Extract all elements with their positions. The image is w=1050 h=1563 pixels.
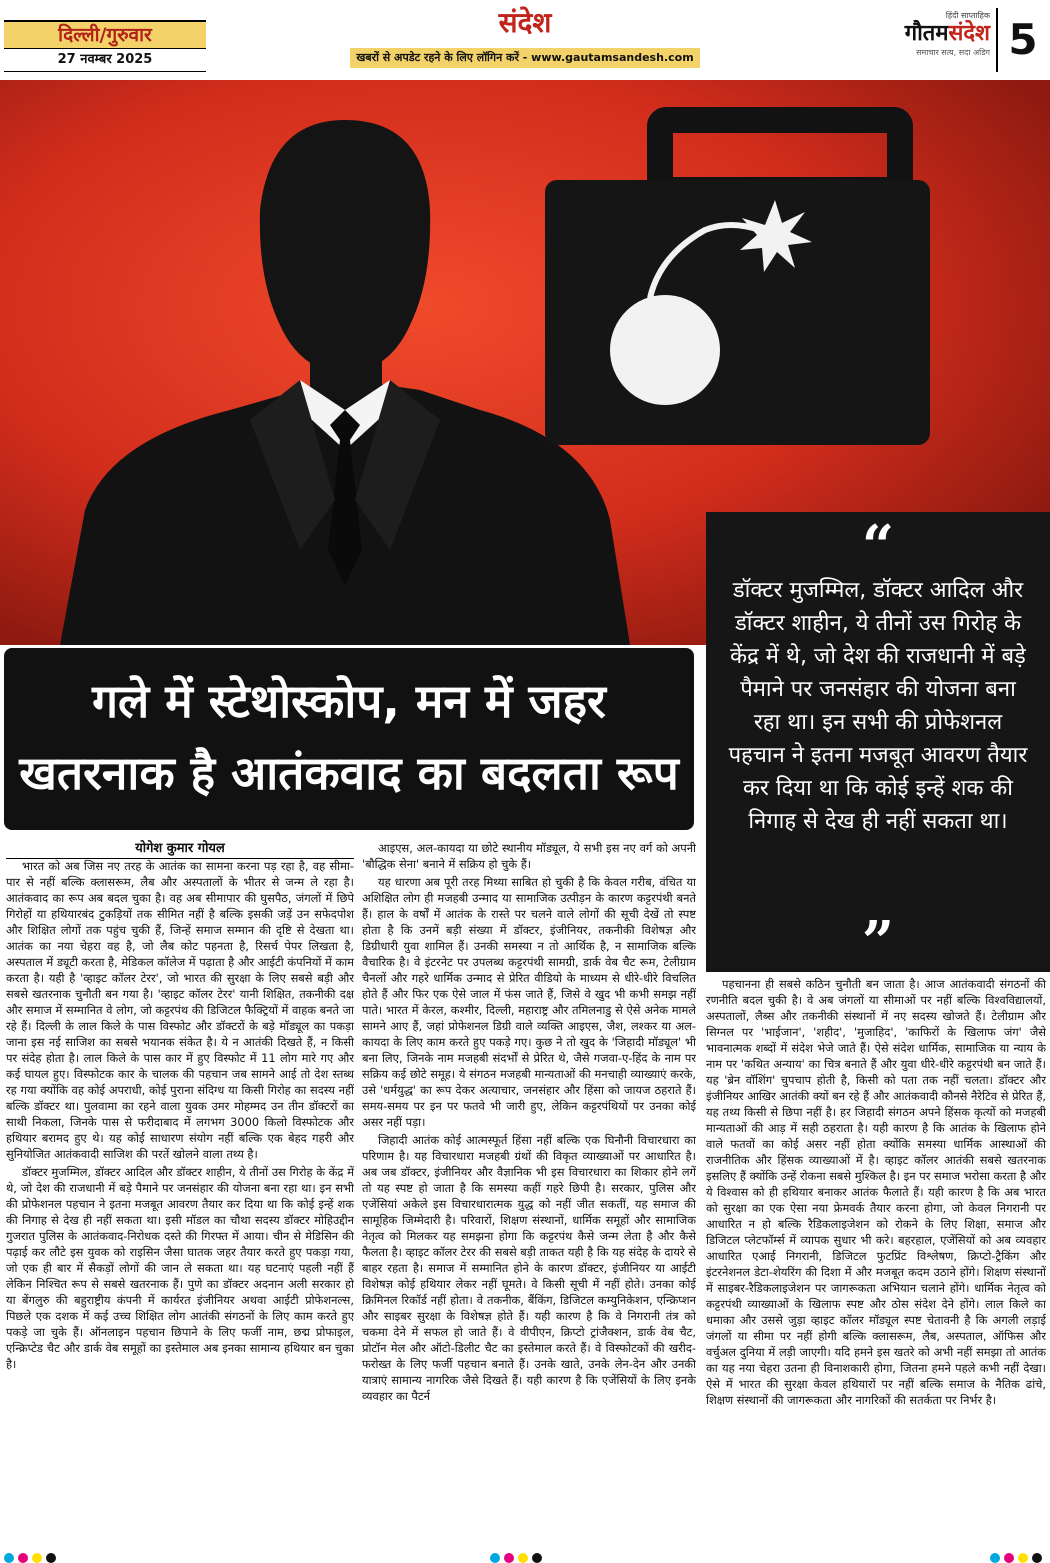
article-paragraph: आइएस, अल-कायदा या छोटे स्थानीय मॉड्यूल, ये सभी इस नए वर्ग को अपनी 'बौद्धिक सेना' बनाने में सक्रिय हो चुके हैं। (362, 841, 696, 871)
headline-line-2: खतरनाक है आतंकवाद का बदलता रूप (19, 746, 679, 800)
logo-small-text: हिंदी साप्ताहिक (945, 11, 990, 20)
issue-date: 27 नवम्बर 2025 (4, 48, 206, 72)
registration-dot-icon (990, 1553, 1000, 1563)
logo-tagline: समाचार सत्य, सदा अडिग (916, 48, 990, 57)
registration-dot-icon (504, 1553, 514, 1563)
headline-line-1: गले में स्टेथोस्कोप, मन में जहर (92, 674, 606, 728)
section-title: संदेश (498, 6, 552, 39)
pull-quote-text: डॉक्टर मुजम्मिल, डॉक्टर आदिल और डॉक्टर शाहीन, ये तीनों उस गिरोह के केंद्र में थे, जो देश की राजधानी में बड़े पैमाने पर जनसंहार की योजना बना रहा था। इन सभी की प्रोफेशनल पहचान ने इतना मजबूत आवरण तैयार कर दिया था कि कोई इन्हें शक की निगाह से देख ही नहीं सकता था। (728, 578, 1028, 834)
logo-part-2: संदेश (948, 21, 990, 46)
city-day: दिल्ली/गुरुवार (4, 22, 206, 48)
registration-dot-icon (518, 1553, 528, 1563)
masthead (0, 0, 1050, 78)
registration-dot-icon (1004, 1553, 1014, 1563)
registration-dot-icon (490, 1553, 500, 1563)
quote-open-icon: “ (861, 513, 895, 579)
registration-dot-icon (32, 1553, 42, 1563)
page-number: 5 (996, 8, 1048, 72)
article-paragraph: भारत को अब जिस नए तरह के आतंक का सामना करना पड़ रहा है, वह सीमा-पार से नहीं बल्कि क्लासरूम, लैब और अस्पतालों के भीतर से जन्म ले रहा है। आतंकवाद का रूप अब बदल चुका है। वह अब सीमापार की घुसपैठ, जंगलों में छिपे गिरोहों या हथियारबंद टुकड़ियों तक सीमित नहीं है बल्कि इसकी जड़ें उन सफेदपोश और शिक्षित लोगों तक पहुंच चुकी हैं, जिन्हें समाज सम्मान की दृष्टि से देखता था। आतंक का नया चेहरा वह है, जो लैब कोट पहनता है, रिसर्च पेपर लिखता है, अस्पताल में ड्यूटी करता है, मेडिकल कॉलेज में पढ़ाता है और आईटी कंपनियों में काम करता है। यही है 'व्हाइट कॉलर टेरर', जो भारत की सुरक्षा के लिए सबसे बड़ी और सबसे खतरनाक चुनौती बन गया है। 'व्हाइट कॉलर टेरर' यानी शिक्षित, तकनीकी दक्ष और समाज में सम्मानित वे लोग, जो कट्टरपंथ की डिजिटल फैक्ट्रियों में वाहक बनते जा रहे हैं। दिल्ली के लाल किले के पास विस्फोट और डॉक्टरों के बड़े मॉड्यूल का पकड़ा जाना इस नई साजिश का सबसे भयानक संकेत है। ये न आतंकी दिखते हैं, न किसी पर संदेह होता है। लाल किले के पास कार में हुए विस्फोट में 11 लोग मारे गए और कई घायल हुए। विस्फोटक कार के चालक की पहचान जब सामने आई तो देश स्तब्ध रह गया क्योंकि वह कोई अपराधी, कोई पुराना संदिग्ध या किसी गिरोह का सदस्य नहीं बल्कि डॉक्टर था। पुलवामा का रहने वाला युवक उमर मोहम्मद उन तीन डॉक्टरों का साथी निकला, जिनके पास से फरीदाबाद में लगभग 3000 किलो विस्फोटक और हथियार बरामद हुए थे। यह कोई साधारण संयोग नहीं बल्कि एक बेहद गहरी और सुनियोजित आतंकवादी साजिश की परतें खोलने वाला तथ्य है। (6, 859, 354, 1161)
article-column-1 (6, 858, 354, 1548)
login-strip[interactable]: खबरों से अपडेट रहने के लिए लॉगिन करें - www.gautamsandesh.com (350, 48, 700, 68)
article-column-3 (706, 976, 1046, 1548)
logo-name (860, 21, 990, 47)
registration-dot-icon (4, 1553, 14, 1563)
registration-dot-icon (1018, 1553, 1028, 1563)
section-header (350, 6, 700, 68)
article-paragraph: पहचानना ही सबसे कठिन चुनौती बन जाता है। आज आतंकवादी संगठनों की रणनीति बदल चुकी है। वे अब जंगलों या सीमाओं पर नहीं बल्कि विश्वविद्यालयों, अस्पतालों, लैब्स और तकनीकी संस्थानों में नए सदस्य खोजते हैं। टेलीग्राम और सिग्नल पर 'भाईजान', 'शहीद', 'मुजाहिद', 'काफिरों के खिलाफ जंग' जैसे भावनात्मक शब्दों में संदेश भेजे जाते हैं। ऐसे संदेश धार्मिक, सामाजिक या न्याय के नाम पर 'कथित अन्याय' का चित्र बनाते हैं और युवा धीरे-धीरे कट्टरपंथी बन जाते हैं। यह 'ब्रेन वॉशिंग' चुपचाप होती है, किसी को पता तक नहीं चलता। डॉक्टर और इंजीनियर आखिर आतंकी क्यों बन रहे हैं और आतंकवादी कौनसे नैरेटिव से प्रेरित हैं, यह तथ्य किसी से छिपा नहीं है। हर जिहादी संगठन अपने हिंसक कृत्यों को मजहबी मान्यताओं की आड़ में सही ठहराता है। यही कारण है कि आतंक के खिलाफ होने वाले फतवों का कोई असर नहीं होता क्योंकि समस्या धार्मिक आस्थाओं की राजनीतिक और हिंसक व्याख्याओं में है। व्हाइट कॉलर आतंकी सबसे खतरनाक इसलिए हैं क्योंकि उन्हें रोकना सबसे मुश्किल है। इन पर समाज भरोसा करता है और ये विश्वास को ही हथियार बनाकर आतंक फैलाते हैं। यही कारण है कि अब भारत को सुरक्षा का एक ऐसा नया फ्रेमवर्क तैयार करना होगा, जो केवल निगरानी पर आधारित न हो बल्कि रैडिकलाइजेशन को रोकने के लिए शिक्षा, समाज और डिजिटल प्लेटफॉर्म्स में व्यापक सुधार भी करे। बहरहाल, एजेंसियों को अब व्यवहार आधारित एआई निगरानी, डिजिटल फुटप्रिंट विश्लेषण, क्रिप्टो-ट्रैकिंग और इंटरनेशनल डेटा-शेयरिंग की दिशा में और मजबूत कदम उठाने होंगे। शिक्षण संस्थानों में साइबर-रैडिकलाइजेशन पर जागरूकता अभियान चलाने होंगे। धार्मिक नेतृत्व को कट्टरपंथी व्याख्याओं के खिलाफ स्पष्ट और ठोस संदेश देने होंगे। लाल किले का धमाका और उससे जुड़ा व्हाइट कॉलर मॉड्यूल स्पष्ट चेतावनी है कि अगली लड़ाई जंगलों या सीमा पर नहीं होगी बल्कि क्लासरूम, लैब, अस्पताल, ऑफिस और वर्चुअल दुनिया में लड़ी जाएगी। यदि हमने इस खतरे को अभी नहीं समझा तो आतंक का यह नया चेहरा उतना ही विनाशकारी होगा, जितना हमने पहले कभी नहीं देखा। ऐसे में भारत की सुरक्षा केवल हथियारों पर नहीं बल्कि समाज के नैतिक ढांचे, शिक्षण संस्थानों की जागरूकता और नागरिकों की सतर्कता पर निर्भर है। (706, 977, 1046, 1407)
newspaper-logo (860, 10, 990, 70)
registration-dot-icon (18, 1553, 28, 1563)
article-paragraph: डॉक्टर मुजम्मिल, डॉक्टर आदिल और डॉक्टर शाहीन, ये तीनों उस गिरोह के केंद्र में थे, जो देश की राजधानी में बड़े पैमाने पर जनसंहार की योजना बना रहा था। इन सभी की प्रोफेशनल पहचान ने इतना मजबूत आवरण तैयार कर दिया था कि कोई इन्हें शक की निगाह से देख ही नहीं सकता था। इसी मॉडल का चौथा सदस्य डॉक्टर मोहिउद्दीन गुजरात पुलिस के आतंकवाद-निरोधक दस्ते की गिरफ्त में आया। चीन से मेडिसिन की पढ़ाई कर लौटे इस युवक को राइसिन जैसा घातक जहर तैयार करते हुए पकड़ा गया, जो एक ही बार में सैकड़ों लोगों की जान ले सकता था। यह घटनाएं पहली नहीं हैं लेकिन निश्चित रूप से सबसे खतरनाक हैं। पुणे का डॉक्टर अदनान अली सरकार हो या बेंगलुरु की बहुराष्ट्रीय कंपनी में कार्यरत इंजीनियर अथवा आईटी प्रोफेशनल्स, पिछले एक दशक में कई उच्च शिक्षित लोग आतंकी संगठनों के लिए काम करते हुए पकड़े जा चुके हैं। ऑनलाइन पहचान छिपाने के लिए फर्जी नाम, छद्म प्रोफाइल, एन्क्रिप्टेड चैट और डार्क वेब समूहों का इस्तेमाल अब इनका सामान्य हथियार बन चुका है। (6, 1165, 354, 1371)
pull-quote (706, 512, 1050, 975)
article-paragraph: जिहादी आतंक कोई आत्मस्फूर्त हिंसा नहीं बल्कि एक घिनौनी विचारधारा का परिणाम है। यह विचारधारा मजहबी ग्रंथों की विकृत व्याख्याओं पर आधारित है। अब जब डॉक्टर, इंजीनियर और वैज्ञानिक भी इस विचारधारा का शिकार होने लगें तो यह स्पष्ट हो जाता है कि समस्या कहीं गहरे छिपी है। सरकार, पुलिस और एजेंसियां अकेले इस विचारधारात्मक युद्ध को नहीं जीत सकतीं, यह समाज की सामूहिक जिम्मेदारी है। परिवारों, शिक्षण संस्थानों, धार्मिक समूहों और सामाजिक नेतृत्व को मिलकर यह समझना होगा कि कट्टरपंथ कैसे जन्म लेता है और कैसे फैलता है। व्हाइट कॉलर टेरर की सबसे बड़ी ताकत यही है कि यह संदेह के दायरे से बाहर रहता है। समाज में सम्मानित होने के कारण डॉक्टर, इंजीनियर या आईटी विशेषज्ञ कोई हथियार लेकर नहीं घूमते। वे किसी सूची में नहीं होते। उनका कोई क्रिमिनल रिकॉर्ड नहीं होता। वे तकनीक, बैंकिंग, डिजिटल कम्युनिकेशन, एन्क्रिप्शन और साइबर सुरक्षा के विशेषज्ञ होते हैं। यही कारण है कि वे निगरानी तंत्र को चकमा देने में सफल हो जाते हैं। वे वीपीएन, क्रिप्टो ट्रांजैक्शन, डार्क वेब चैट, प्रोटॉन मेल और ऑटो-डिलीट चैट का इस्तेमाल करते हैं। वे विस्फोटकों की खरीद-फरोख्त के लिए फर्जी पहचान बनाते हैं। उनके खाते, उनके लेन-देन और उनकी यात्राएं सामान्य नागरिक जैसे दिखते हैं। यही कारण है कि एजेंसियों के लिए इनके व्यवहार का पैटर्न (362, 1133, 696, 1403)
registration-dot-icon (46, 1553, 56, 1563)
article-column-2 (362, 840, 696, 1548)
headline-box (4, 648, 694, 830)
registration-dot-icon (532, 1553, 542, 1563)
quote-close-icon: ” (861, 909, 895, 975)
logo-part-1: गौतम (904, 21, 949, 46)
article-paragraph: यह धारणा अब पूरी तरह मिथ्या साबित हो चुकी है कि केवल गरीब, वंचित या अशिक्षित लोग ही मजहबी उन्माद या सामाजिक उत्पीड़न के कारण कट्टरपंथी बनते हैं। हाल के वर्षों में आतंक के रास्ते पर चलने वाले लोगों की सूची देखें तो स्पष्ट होता है कि उनमें बड़ी संख्या में डॉक्टर, इंजीनियर, तकनीकी विशेषज्ञ और डिग्रीधारी युवा शामिल हैं। उनकी समस्या न तो आर्थिक है, न सामाजिक बल्कि वैचारिक है। वे इंटरनेट पर उपलब्ध कट्टरपंथी सामग्री, डार्क वेब चैट रूम, टेलीग्राम चैनलों और गहरे धार्मिक उन्माद से प्रेरित वीडियो के माध्यम से धीरे-धीरे विचलित होते हैं और फिर एक ऐसे जाल में फंस जाते हैं, जिसे वे खुद भी कभी समझ नहीं पाते। भारत में केरल, कश्मीर, दिल्ली, महाराष्ट्र और तमिलनाडु से ऐसे अनेक मामले सामने आए हैं, जहां प्रोफेशनल डिग्री वाले व्यक्ति आइएस, जैश, लश्कर या अल-कायदा के लिए काम करते हुए पकड़े गए। कुछ ने तो खुद के 'जिहादी मॉड्यूल' भी बना लिए, जिनके नाम मजहबी संदर्भों से प्रेरित थे, जैसे गजवा-ए-हिंद के नाम पर सक्रिय कई छोटे समूह। ये संगठन मजहबी मान्यताओं की मनचाही व्याख्याएं करके, उसे 'धर्मयुद्ध' का रूप देकर अत्याचार, जनसंहार और हिंसा को जायज ठहराते हैं। समय-समय पर इन पर फतवे भी जारी हुए, लेकिन कट्टरपंथियों पर उनका कोई असर नहीं पड़ा। (362, 875, 696, 1129)
registration-dot-icon (1032, 1553, 1042, 1563)
author-byline: योगेश कुमार गोयल (6, 840, 354, 859)
date-box (4, 20, 206, 72)
